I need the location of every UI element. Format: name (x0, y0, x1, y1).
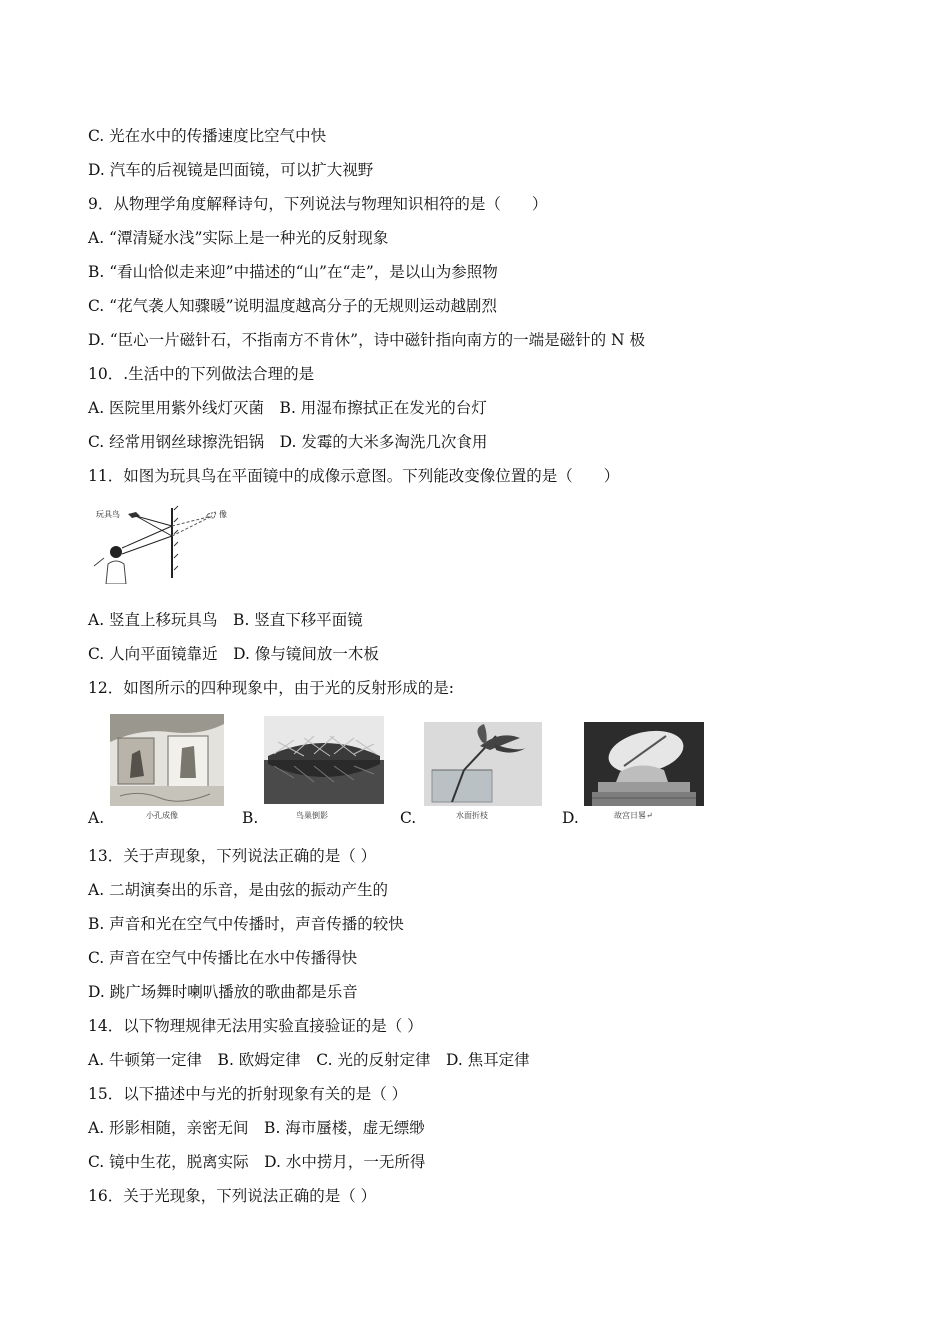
q8-option-c: C. 光在水中的传播速度比空气中快 (88, 127, 327, 145)
q14-stem: 14．以下物理规律无法用实验直接验证的是（ ） (88, 1017, 423, 1035)
q12-stem: 12．如图所示的四种现象中，由于光的反射形成的是: (88, 679, 454, 697)
q15-options-ab: A. 形影相随，亲密无间 B. 海市蜃楼，虚无缥缈 (88, 1119, 425, 1137)
q12-caption-c: 水面折枝 (456, 811, 488, 820)
q11-stem: 11．如图为玩具鸟在平面镜中的成像示意图。下列能改变像位置的是（ ） (88, 467, 620, 485)
q12-caption-a: 小孔成像 (146, 811, 178, 820)
pinhole-photo (110, 714, 224, 806)
q16-stem: 16．关于光现象，下列说法正确的是（ ） (88, 1187, 377, 1205)
image-label: 像 (219, 510, 227, 519)
q13-option-a: A. 二胡演奏出的乐音，是由弦的振动产生的 (88, 881, 389, 899)
q11-options-cd: C. 人向平面镜靠近 D. 像与镜间放一木板 (88, 645, 379, 663)
q10-options-cd: C. 经常用钢丝球擦洗铝锅 D. 发霉的大米多淘洗几次食用 (88, 433, 488, 451)
q12-label-c: C. (400, 809, 417, 827)
q10-options-ab: A. 医院里用紫外线灯灭菌 B. 用湿布擦拭正在发光的台灯 (88, 399, 487, 417)
incident-ray-2 (136, 516, 172, 536)
person-head (110, 546, 122, 558)
q12-caption-b: 鸟巢倒影 (296, 811, 328, 820)
q13-option-c: C. 声音在空气中传播比在水中传播得快 (88, 949, 358, 967)
q10-stem: 10．.生活中的下列做法合理的是 (88, 365, 315, 383)
q12-label-a: A. (88, 809, 105, 827)
q12-caption-d: 故宫日晷↵ (614, 811, 653, 820)
q9-stem: 9．从物理学角度解释诗句，下列说法与物理知识相符的是（ ） (88, 195, 548, 213)
q12-label-b: B. (242, 809, 259, 827)
q11-mirror-diagram (88, 500, 238, 584)
bent-branch-in-water-photo (424, 722, 542, 806)
q13-stem: 13．关于声现象，下列说法正确的是（ ） (88, 847, 377, 865)
q15-stem: 15．以下描述中与光的折射现象有关的是（ ） (88, 1085, 408, 1103)
person-body (106, 561, 126, 584)
q11-mirror-svg (88, 500, 238, 584)
q13-option-b: B. 声音和光在空气中传播时，声音传播的较快 (88, 915, 404, 933)
q9-option-d: D. “臣心一片磁针石，不指南方不肯休”，诗中磁针指向南方的一端是磁针的 N 极 (88, 331, 645, 349)
q9-option-a: A. “潭清疑水浅”实际上是一种光的反射现象 (88, 229, 389, 247)
q8-option-d: D. 汽车的后视镜是凹面镜，可以扩大视野 (88, 161, 374, 179)
q9-option-c: C. “花气袭人知骤暖”说明温度越高分子的无规则运动越剧烈 (88, 297, 498, 315)
q15-options-cd: C. 镜中生花，脱离实际 D. 水中捞月，一无所得 (88, 1153, 426, 1171)
birds-nest-reflection-photo (264, 716, 384, 804)
q11-options-ab: A. 竖直上移玩具鸟 B. 竖直下移平面镜 (88, 611, 363, 629)
q9-option-b: B. “看山恰似走来迎”中描述的“山”在“走”，是以山为参照物 (88, 263, 498, 281)
toy-bird-label: 玩具鸟 (96, 510, 120, 519)
incident-ray-1 (136, 516, 172, 526)
q13-option-d: D. 跳广场舞时喇叭播放的歌曲都是乐音 (88, 983, 358, 1001)
q12-label-d: D. (562, 809, 579, 827)
sundial-photo (584, 722, 704, 806)
q14-options: A. 牛顿第一定律 B. 欧姆定律 C. 光的反射定律 D. 焦耳定律 (88, 1051, 530, 1069)
